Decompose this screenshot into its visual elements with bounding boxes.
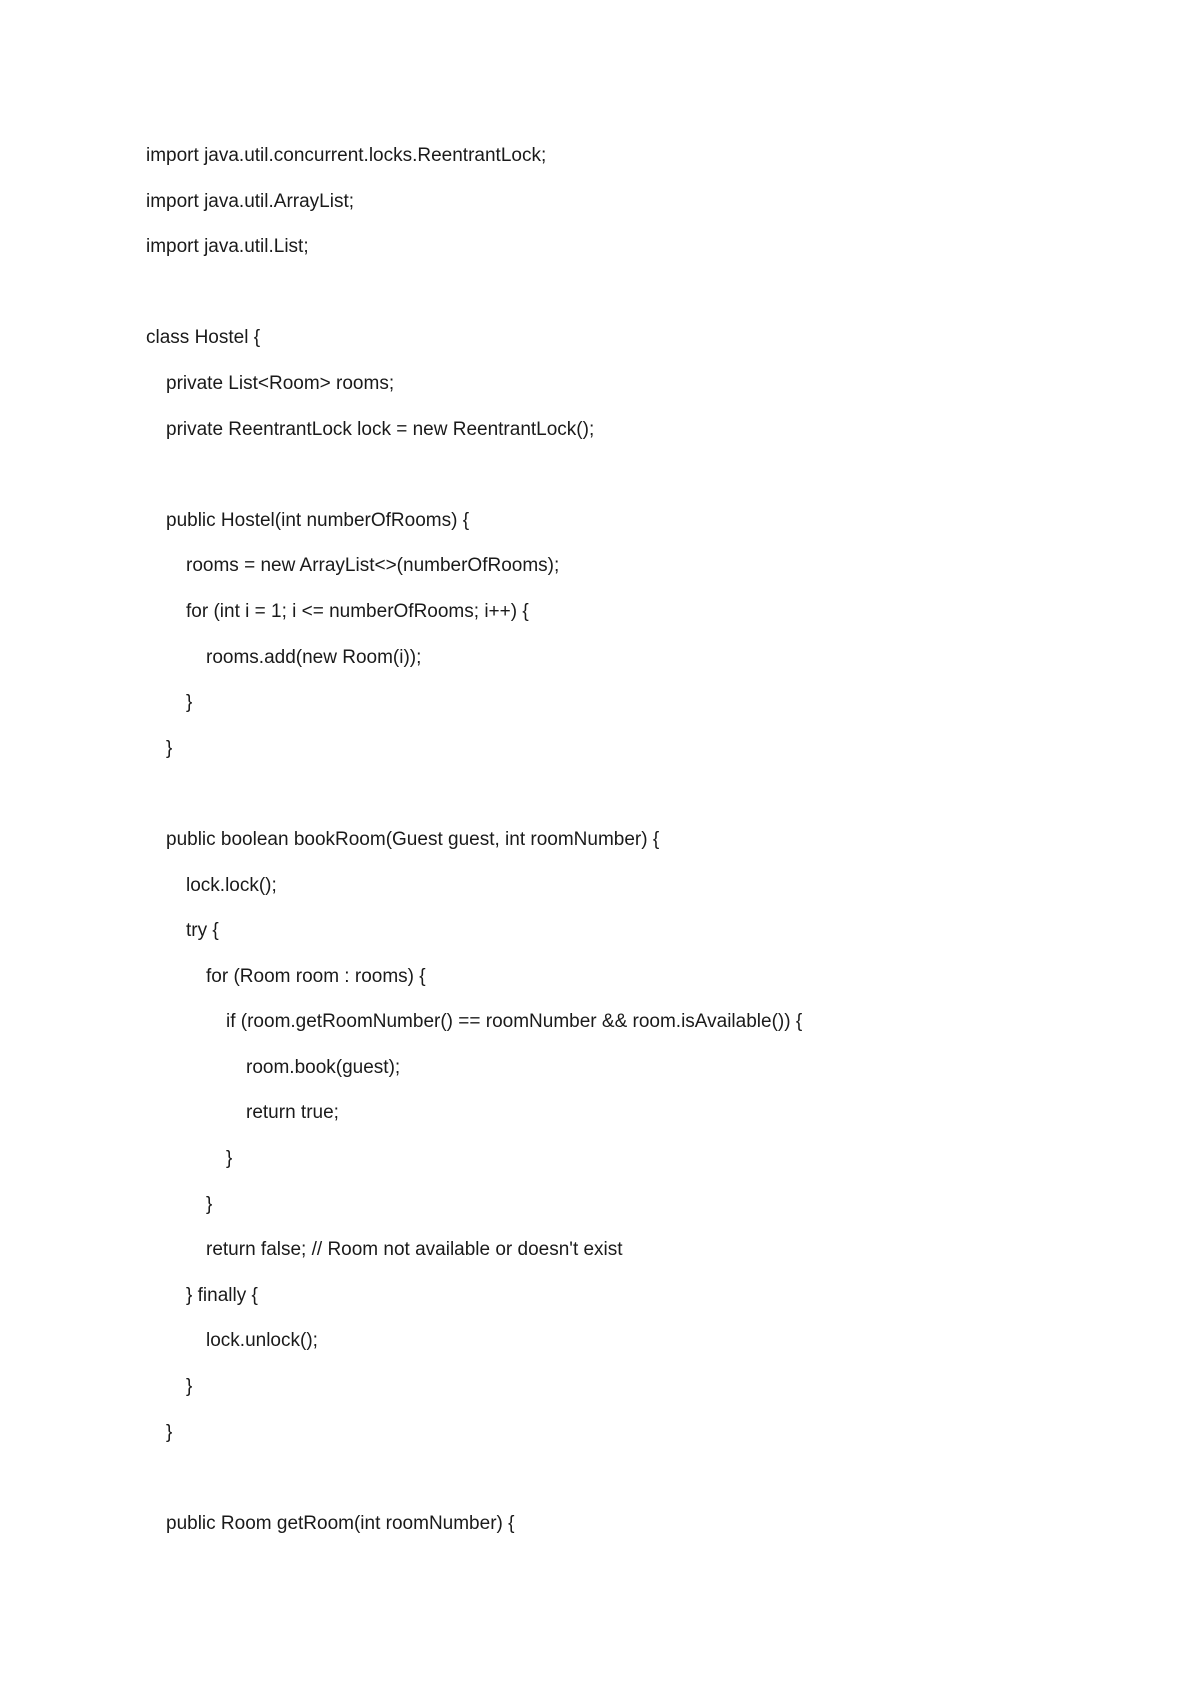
- code-line: rooms.add(new Room(i));: [206, 646, 422, 668]
- code-line: return false; // Room not available or doesn't exist: [206, 1239, 623, 1261]
- code-line: } finally {: [186, 1284, 258, 1306]
- code-line: lock.lock();: [186, 874, 277, 896]
- code-listing: [146, 145, 802, 1558]
- code-line: private ReentrantLock lock = new ReentrantLock();: [166, 418, 595, 440]
- code-line: }: [166, 737, 173, 759]
- code-line: }: [226, 1148, 233, 1170]
- code-line: room.book(guest);: [246, 1056, 401, 1078]
- code-line: lock.unlock();: [206, 1330, 318, 1352]
- code-line: }: [166, 1421, 173, 1443]
- code-line: for (Room room : rooms) {: [206, 965, 426, 987]
- code-line: }: [206, 1193, 213, 1215]
- code-line: import java.util.List;: [146, 236, 309, 258]
- code-line: class Hostel {: [146, 327, 261, 349]
- code-line: public Hostel(int numberOfRooms) {: [166, 509, 470, 531]
- code-line: for (int i = 1; i <= numberOfRooms; i++) {: [186, 600, 529, 622]
- code-line: public boolean bookRoom(Guest guest, int roomNumber) {: [166, 828, 660, 850]
- code-line: rooms = new ArrayList<>(numberOfRooms);: [186, 555, 560, 577]
- code-line: import java.util.concurrent.locks.ReentrantLock;: [146, 145, 547, 166]
- code-line: public Room getRoom(int roomNumber) {: [166, 1512, 515, 1534]
- blank-line: [146, 282, 802, 328]
- blank-line: [146, 1467, 802, 1513]
- code-line: if (room.getRoomNumber() == roomNumber && room.isAvailable()) {: [226, 1011, 803, 1033]
- code-line: private List<Room> rooms;: [166, 372, 395, 394]
- blank-line: [146, 783, 802, 829]
- code-line: }: [186, 692, 193, 714]
- code-line: try {: [186, 920, 219, 942]
- code-line: import java.util.ArrayList;: [146, 190, 355, 212]
- code-line: }: [186, 1376, 193, 1398]
- code-line: return true;: [246, 1102, 339, 1124]
- blank-line: [146, 464, 802, 510]
